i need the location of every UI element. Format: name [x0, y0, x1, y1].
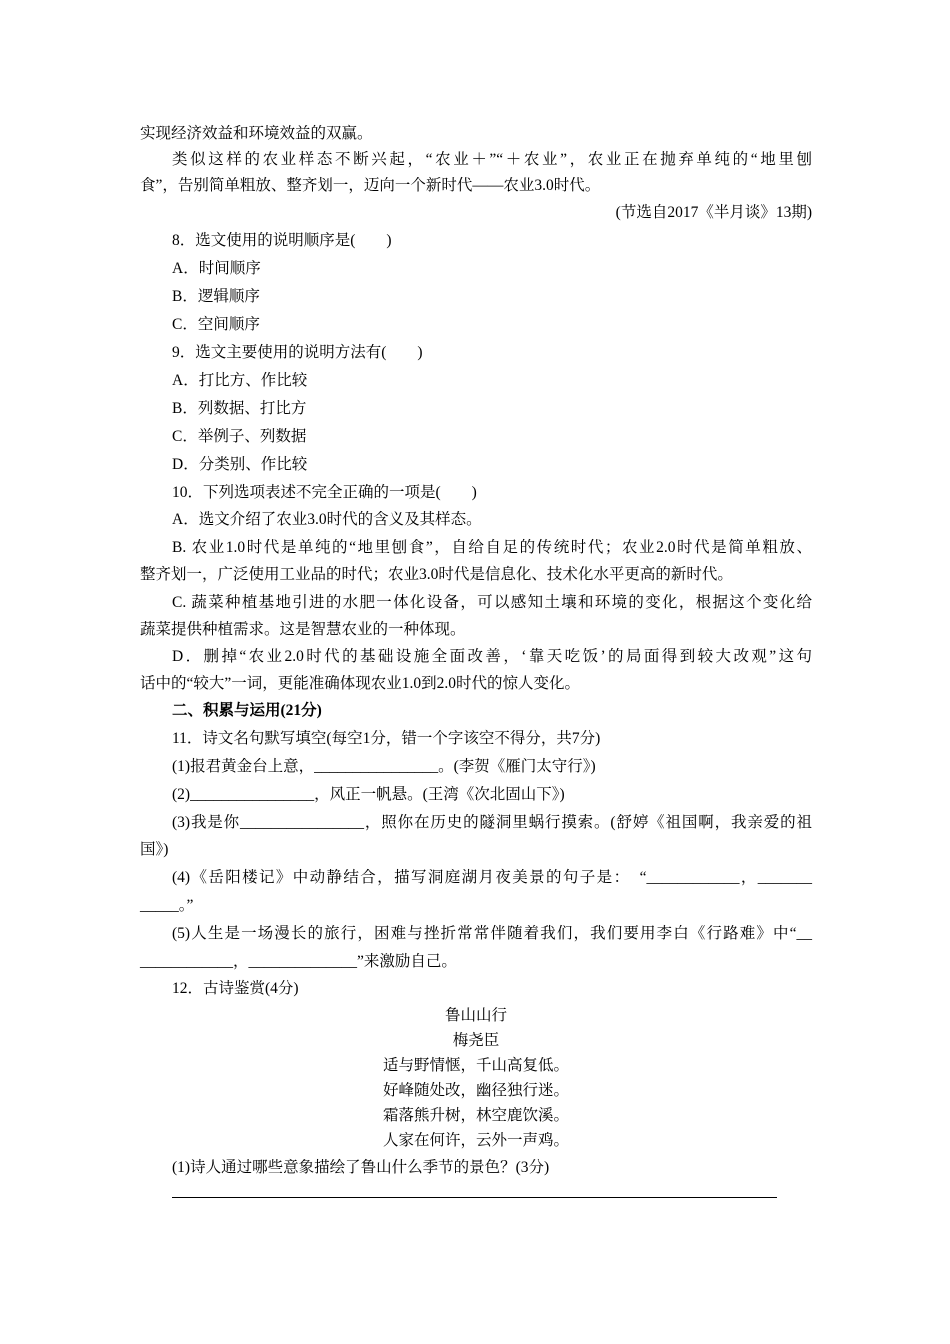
q11-item-4-line1: (4)《岳阳楼记》中动静结合，描写洞庭湖月夜美景的句子是： “____________，_______	[172, 869, 812, 886]
q8-option-c: C．空间顺序	[172, 316, 260, 333]
passage-line-1: 实现经济效益和环境效益的双赢。	[140, 125, 373, 142]
poem-line-1: 适与野情惬，千山高复低。	[382, 1057, 569, 1074]
poem-line-4: 人家在何许，云外一声鸡。	[382, 1132, 569, 1149]
q11-stem: 11．诗文名句默写填空(每空1分，错一个字该空不得分，共7分)	[172, 730, 601, 747]
passage-line-2: 类似这样的农业样态不断兴起，“农业＋”“＋农业”，农业正在抛弃单纯的“地里刨	[172, 151, 812, 168]
poem-title: 鲁山山行	[444, 1007, 507, 1024]
passage-source: (节选自2017《半月谈》13期)	[615, 204, 812, 221]
q10-option-c-line2: 蔬菜提供种植需求。这是智慧农业的一种体现。	[140, 621, 466, 638]
poem-line-2: 好峰随处改，幽径独行迷。	[382, 1082, 569, 1099]
q11-item-1: (1)报君黄金台上意，________________。(李贺《雁门太守行》)	[172, 758, 596, 775]
q9-option-a: A．打比方、作比较	[172, 372, 308, 389]
section-heading: 二、积累与运用(21分)	[172, 702, 322, 719]
q11-item-2: (2)________________，风正一帆悬。(王湾《次北固山下》)	[172, 786, 565, 803]
q9-option-c: C．举例子、列数据	[172, 428, 307, 445]
q12-stem: 12．古诗鉴赏(4分)	[172, 980, 299, 997]
q8-option-a: A．时间顺序	[172, 260, 261, 277]
passage-line-3: 食”，告别简单粗放、整齐划一，迈向一个新时代——农业3.0时代。	[140, 177, 601, 194]
q11-item-5-line2: ____________，______________”来激励自己。	[140, 953, 457, 970]
q8-option-b: B．逻辑顺序	[172, 288, 260, 305]
q10-option-d-line1: D．删掉“农业2.0时代的基础设施全面改善，‘靠天吃饭’的局面得到较大改观”这句	[172, 648, 812, 665]
q11-item-3-line1: (3)我是你________________，照你在历史的隧洞里蜗行摸索。(舒婷《祖国啊，我亲爱的祖	[172, 814, 812, 831]
q12-sub-question-1: (1)诗人通过哪些意象描绘了鲁山什么季节的景色？(3分)	[172, 1159, 550, 1176]
q11-item-4-line2: _____。”	[140, 897, 194, 914]
q9-option-d: D．分类别、作比较	[172, 456, 308, 473]
q11-item-5-line1: (5)人生是一场漫长的旅行，困难与挫折常常伴随着我们，我们要用李白《行路难》中“__	[172, 925, 812, 942]
answer-line[interactable]	[172, 1197, 777, 1198]
q9-option-b: B．列数据、打比方	[172, 400, 307, 417]
q8-stem: 8．选文使用的说明顺序是( )	[172, 232, 392, 249]
q10-option-b-line2: 整齐划一，广泛使用工业品的时代；农业3.0时代是信息化、技术化水平更高的新时代。	[140, 566, 733, 583]
poem-line-3: 霜落熊升树，林空鹿饮溪。	[382, 1107, 569, 1124]
q11-item-3-line2: 国》)	[140, 841, 169, 858]
q10-option-b-line1: B. 农业1.0时代是单纯的“地里刨食”，自给自足的传统时代；农业2.0时代是简单粗放、	[172, 539, 812, 556]
q10-option-a: A．选文介绍了农业3.0时代的含义及其样态。	[172, 511, 482, 528]
q9-stem: 9．选文主要使用的说明方法有( )	[172, 344, 423, 361]
q10-option-d-line2: 话中的“较大”一词，更能准确体现农业1.0到2.0时代的惊人变化。	[140, 675, 581, 692]
q10-option-c-line1: C. 蔬菜种植基地引进的水肥一体化设备，可以感知土壤和环境的变化，根据这个变化给	[172, 594, 812, 611]
poem-author: 梅尧臣	[452, 1032, 500, 1049]
q10-stem: 10．下列选项表述不完全正确的一项是( )	[172, 484, 477, 501]
